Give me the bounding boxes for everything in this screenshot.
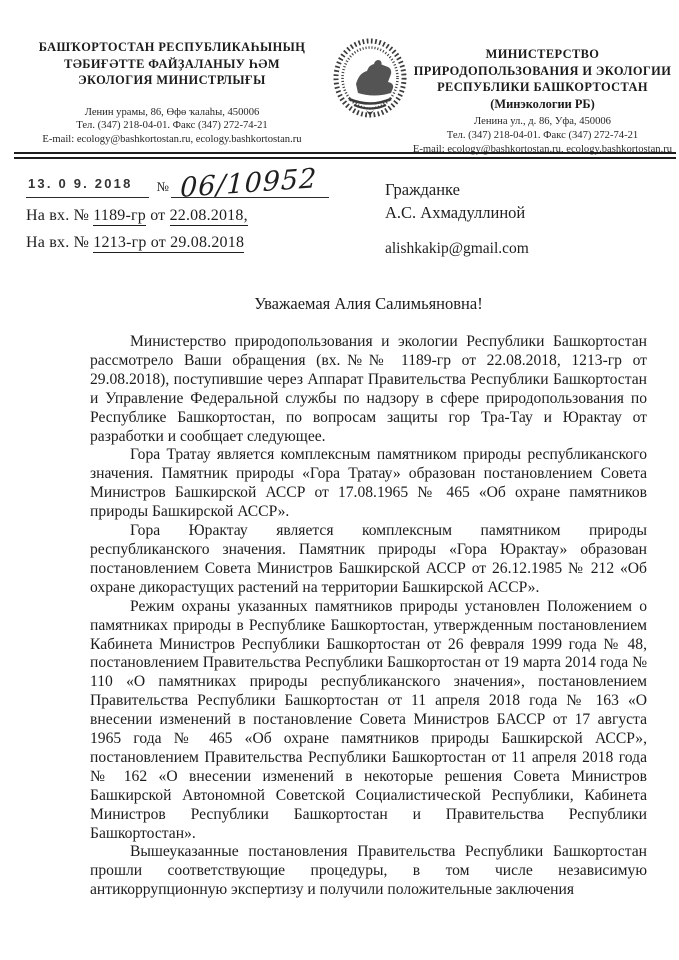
address-line: E-mail: ecology@bashkortostan.ru, ecology.bashkortostan.ru [412,143,673,155]
date-stamp-underline [26,175,149,198]
letter-paragraph: Режим охраны указанных памятников природы установлен Положением о памятниках природы в Республике Башкортостан, утвержденным постановлением Кабинета Министров Республики Башкортостан от 26 февраля 1999 года № 48, постановлением Правительства Республики Башкортостан от 19 марта 2014 года № 110 «О памятниках природы республиканского значения», постановлением Правительства Республики Башкортостан от 11 апреля 2018 года № 163 «О внесении изменений в постановление Совета Министров БАССР от 17 августа 1965 года № 465 «Об охране памятников природы Башкирской АССР», постановлением Правительства Республики Башкортостан от 11 апреля 2018 года № 162 «О внесении изменений в некоторые решения Совета Министров Башкирской Автономной Советской Социалистической Республики, Кабинета Министров Республики Башкортостан и Правительства Республики Башкортостан». [90,597,647,842]
org-title-line: ТӘБИҒӘТТЕ ФАЙҘАЛАНЫУ ҺӘМ [64,56,280,71]
address-line: Ленина ул., д. 86, Уфа, 450006 [474,116,611,127]
reference-block [26,164,356,252]
salutation: Уважаемая Алия Салимьяновна! [254,294,483,313]
org-title-line: РЕСПУБЛИКИ БАШКОРТОСТАН [437,80,648,94]
address-line: Тел. (347) 218-04-01. Факс (347) 272-74-21 [446,129,639,141]
letterhead-right-russian [412,36,673,156]
letterhead-left-bashkir [16,36,328,156]
incoming-prefix: На вх. № [26,207,90,224]
number-sign-label: № [156,179,169,194]
letter-body [90,294,647,900]
incoming-prefix: На вх. № [26,234,90,251]
letter-paragraph: Гора Тратау является комплексным памятником природы республиканского значения. Памятник природы «Гора Тратау» образован постановлением Совета Министров Башкирской АССР от 17.08.1965 № 465 «Об охране памятников природы Башкирской АССР». [90,446,647,521]
org-title-line: МИНИСТЕРСТВО [485,47,600,61]
recipient-name: А.С. Ахмадуллиной [385,203,526,222]
address-line: E-mail: ecology@bashkortostan.ru, ecology.bashkortostan.ru [42,134,302,146]
letter-paragraph: Гора Юрактау является комплексным памятником природы республиканского значения. Памятник природы «Гора Юрактау» образован постановлением Совета Министров Башкирской АССР от 26.12.1985 № 212 «Об охране дикорастущих растений на территории Башкирской АССР». [90,522,647,596]
date-stamp: 13. 0 9. 2018 [28,176,133,191]
recipient-block [385,178,655,258]
incoming-number: 1189-гр [93,207,146,224]
letterhead [16,36,673,156]
letterhead-divider [14,152,676,159]
incoming-mid: от [150,207,166,224]
org-title-line: ПРИРОДОПОЛЬЗОВАНИЯ И ЭКОЛОГИИ [413,63,672,78]
org-short-name: (Минэкологии РБ) [490,96,595,111]
org-title-line: БАШҠОРТОСТАН РЕСПУБЛИКАҺЫНЫҢ [38,40,306,54]
org-title-line: ЭКОЛОГИЯ МИНИСТРЛЫҒЫ [78,73,266,87]
bashkortostan-coat-of-arms-icon [330,36,410,124]
recipient-email: alishkakip@gmail.com [385,240,529,257]
outgoing-number-row [26,163,356,204]
org-address-right [412,115,673,156]
emblem-container [328,36,412,156]
handwritten-outgoing-number: 06/10952 [179,163,318,204]
incoming-ref-line-1 [26,207,356,225]
org-address-left [16,106,328,147]
recipient-title: Гражданке [385,180,460,199]
outgoing-number-underline [171,163,329,204]
incoming-number-date: 1213-гр от 29.08.2018 [93,234,245,251]
incoming-date: 22.08.2018, [169,207,248,224]
letter-paragraph: Вышеуказанные постановления Правительства Республики Башкортостан прошли соответствующие процедуры, в том числе независимую антикоррупционную экспертизу и получили положительные заключения [90,843,647,899]
address-line: Тел. (347) 218-04-01. Факс (347) 272-74-21 [76,120,268,132]
address-line: Ленин урамы, 86, Өфө ҡалаһы, 450006 [84,106,260,118]
incoming-ref-line-2 [26,234,356,252]
letter-paragraph: Министерство природопользования и экологии Республики Башкортостан рассмотрело Ваши обращения (вх.№№ 1189-гр от 22.08.2018, 1213-гр от 29.08.2018), поступившие через Аппарат Правительства Республики Башкортостан и Управление Федеральной службы по надзору в сфере природопользования по Республике Башкортостан, по вопросам защиты гор Тра-Тау и Юрактау от разработки и сообщает следующее. [90,333,647,445]
